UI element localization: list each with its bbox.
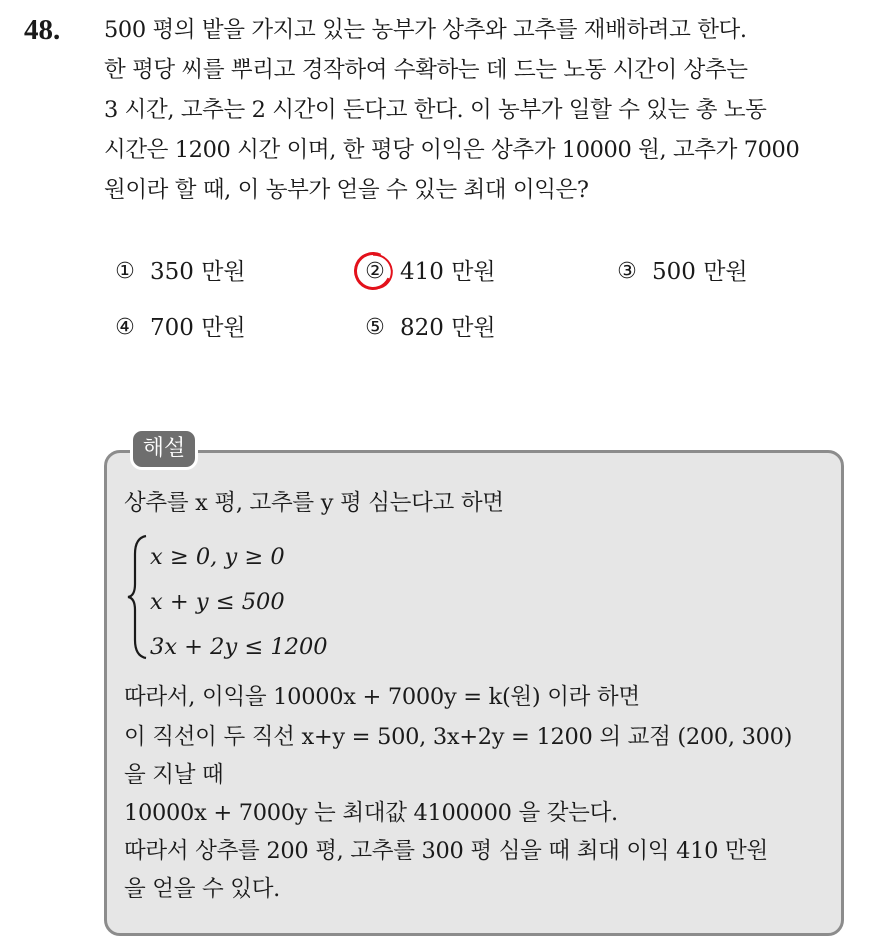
option-3-marker: ③ [617, 259, 637, 284]
question-line: 한 평당 씨를 뿌리고 경작하여 수확하는 데 드는 노동 시간이 상추는 [104, 57, 748, 83]
solution-line: 이 직선이 두 직선 x+y = 500, 3x+2y = 1200 의 교점 (200, 300) [124, 724, 793, 750]
solution-tab-label: 해설 [130, 428, 198, 470]
option-2-text: 410 만원 [400, 259, 496, 285]
question-line: 3 시간, 고추는 2 시간이 든다고 한다. 이 농부가 일할 수 있는 총 노동 [104, 97, 767, 123]
inequality-2: x + y ≤ 500 [150, 589, 285, 615]
option-1[interactable] [110, 256, 246, 288]
question-line: 500 평의 밭을 가지고 있는 농부가 상추와 고추를 재배하려고 한다. [104, 17, 747, 43]
option-4[interactable] [110, 312, 246, 344]
inequality-3: 3x + 2y ≤ 1200 [150, 634, 328, 660]
question-text [104, 10, 864, 210]
option-5-marker: ⑤ [365, 315, 385, 340]
inequality-1: x ≥ 0, y ≥ 0 [150, 544, 285, 570]
solution-intro: 상추를 x 평, 고추를 y 평 심는다고 하면 [124, 490, 504, 516]
question-line: 원이라 할 때, 이 농부가 얻을 수 있는 최대 이익은? [104, 177, 589, 203]
solution-line: 따라서, 이익을 10000x + 7000y = k(원) 이라 하면 [124, 684, 640, 710]
option-1-text: 350 만원 [150, 259, 246, 285]
solution-line: 10000x + 7000y 는 최대값 4100000 을 갖는다. [124, 800, 618, 826]
question-line: 시간은 1200 시간 이며, 한 평당 이익은 상추가 10000 원, 고추가 7000 [104, 137, 800, 163]
option-4-marker: ④ [115, 315, 135, 340]
option-3-text: 500 만원 [652, 259, 748, 285]
option-4-text: 700 만원 [150, 315, 246, 341]
solution-line: 을 지날 때 [124, 762, 224, 788]
option-2-marker-circled: ② [360, 256, 390, 288]
solution-line: 따라서 상추를 200 평, 고추를 300 평 심을 때 최대 이익 410 만원 [124, 838, 768, 864]
system-brace-icon [126, 534, 150, 660]
option-1-marker: ① [115, 259, 135, 284]
option-2[interactable] [360, 256, 496, 288]
solution-line: 을 얻을 수 있다. [124, 876, 281, 902]
question-number: 48. [24, 14, 61, 46]
option-3[interactable] [612, 256, 748, 288]
option-5[interactable] [360, 312, 496, 344]
option-5-text: 820 만원 [400, 315, 496, 341]
